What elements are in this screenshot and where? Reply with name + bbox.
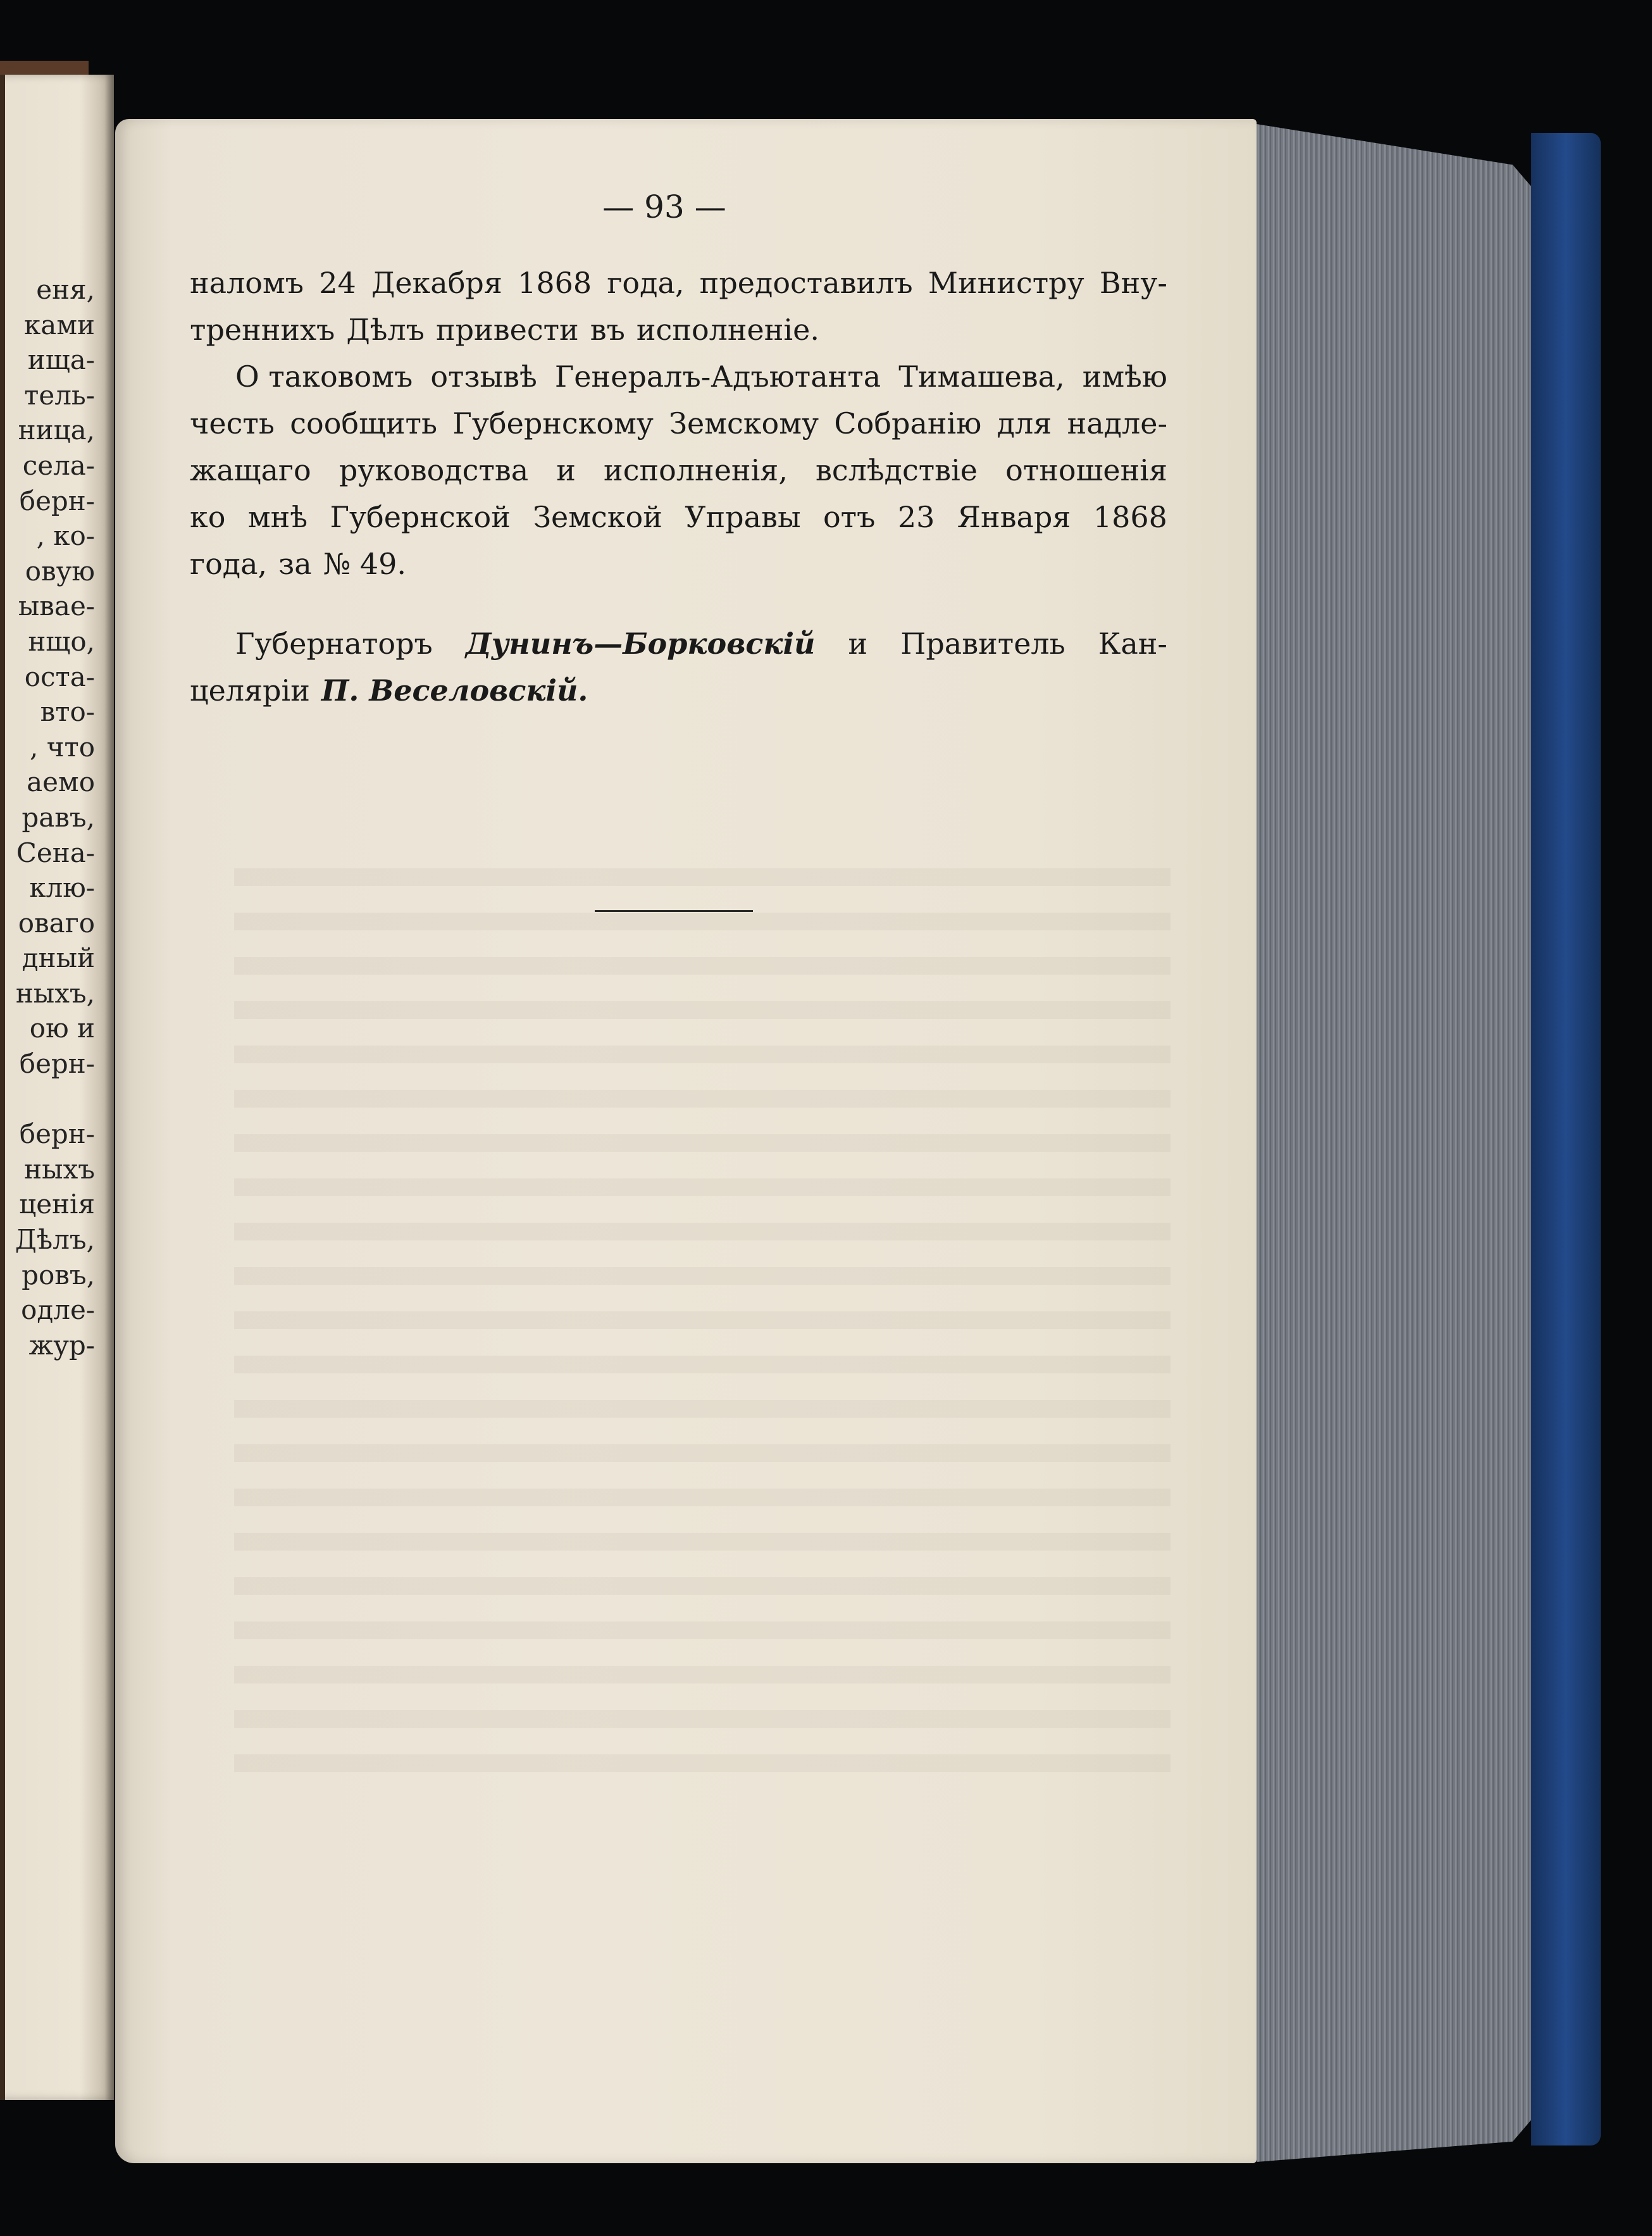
left-fragment — [0, 1082, 95, 1117]
word: Министру — [928, 266, 1084, 300]
left-fragment: еня, — [36, 274, 95, 305]
left-fragment: ками — [24, 309, 95, 340]
text-line — [190, 494, 1167, 540]
left-fragment: Сена- — [16, 837, 95, 868]
word: Тимашева, — [898, 359, 1065, 394]
secretary-name: П. Веселовскій. — [321, 673, 588, 708]
word: О таковомъ — [235, 359, 413, 394]
ruler-title: Правитель — [900, 627, 1065, 661]
left-fragment: аемо — [27, 766, 95, 798]
word: и — [556, 453, 576, 487]
book-cover — [1531, 133, 1601, 2145]
left-fragment: нщо, — [28, 625, 95, 657]
word: 23 — [897, 500, 935, 534]
word: за — [278, 547, 312, 581]
word: Вну- — [1099, 266, 1167, 300]
word: 24 — [319, 266, 356, 300]
word: вслѣдствіе — [816, 453, 978, 487]
word: для — [997, 406, 1052, 440]
word: Управы — [685, 500, 801, 534]
left-fragment: дный — [22, 942, 95, 974]
left-fragment: тель- — [24, 379, 95, 411]
chancellery-word-start: Кан- — [1098, 627, 1167, 661]
word: надле- — [1067, 406, 1167, 440]
word: отношенія — [1005, 453, 1167, 487]
word: года, — [190, 547, 268, 581]
left-fragment: ища- — [27, 344, 95, 376]
word: жащаго — [190, 453, 311, 487]
word: года, — [607, 266, 685, 300]
word: предоставилъ — [699, 266, 913, 300]
word: Земской — [533, 500, 662, 534]
text-line — [190, 306, 1167, 353]
page-number: — 93 — — [602, 189, 726, 225]
text-line — [190, 353, 1167, 400]
left-fragment: вто- — [40, 696, 95, 728]
signature-line-2 — [190, 667, 1167, 714]
conjunction: и — [848, 627, 868, 661]
governor-title: Губернаторъ — [235, 627, 433, 661]
word: исполненіе. — [636, 313, 819, 347]
word: отзывѣ — [430, 359, 537, 394]
word: ко — [190, 500, 226, 534]
word: Декабря — [371, 266, 502, 300]
left-fragment: берн- — [19, 1118, 95, 1150]
signature-block — [190, 620, 1167, 714]
word: имѣю — [1082, 359, 1167, 394]
left-fragment: оваго — [18, 907, 95, 939]
left-fragment: ровъ, — [22, 1259, 95, 1290]
word: сообщить — [290, 406, 438, 440]
word: Собранію — [834, 406, 982, 440]
text-line — [190, 259, 1167, 306]
left-fragment: клю- — [29, 872, 95, 904]
left-page-text-fragments — [0, 272, 95, 1363]
word: Января — [957, 500, 1071, 534]
left-fragment: ою и — [29, 1013, 95, 1044]
left-fragment: жур- — [28, 1329, 95, 1361]
left-fragment: ценія — [19, 1189, 95, 1220]
left-fragment: одле- — [21, 1294, 95, 1326]
word: исполненія, — [604, 453, 788, 487]
text-line — [190, 400, 1167, 447]
page-body — [190, 259, 1167, 714]
text-line — [190, 540, 1167, 587]
word: мнѣ — [247, 500, 308, 534]
word: привести — [435, 313, 579, 347]
left-fragment: , ко- — [36, 520, 95, 552]
left-fragment: Дѣлъ, — [15, 1224, 95, 1256]
left-fragment: ывае- — [18, 590, 95, 622]
left-fragment: села- — [22, 449, 95, 481]
word: треннихъ — [190, 313, 335, 347]
word: Дѣлъ — [346, 313, 425, 347]
text-line — [190, 447, 1167, 494]
closing-rule — [595, 910, 753, 912]
signature-line-1 — [190, 620, 1167, 667]
word: руководства — [338, 453, 529, 487]
left-fragment: , что — [30, 731, 95, 763]
chancellery-word-end: целяріи — [190, 673, 310, 708]
word: отъ — [823, 500, 876, 534]
word: № 49. — [323, 547, 406, 581]
bleed-through-text — [234, 848, 1171, 1797]
left-fragment: равъ, — [22, 801, 95, 833]
word: наломъ — [190, 266, 304, 300]
left-fragment: берн- — [19, 485, 95, 516]
word: Губернской — [330, 500, 511, 534]
page-stack-edges — [1257, 124, 1548, 2162]
word: 1868 — [518, 266, 592, 300]
left-fragment: ница, — [18, 415, 95, 446]
left-fragment: берн- — [19, 1048, 95, 1080]
word: честь — [190, 406, 275, 440]
word: въ — [590, 313, 625, 347]
left-fragment: ныхъ — [24, 1153, 95, 1185]
word: Земскому — [669, 406, 819, 440]
word: 1868 — [1093, 500, 1167, 534]
governor-name: Дунинъ—Борковскій — [465, 627, 816, 661]
left-fragment: ныхъ, — [15, 977, 95, 1009]
paragraph-1 — [190, 259, 1167, 353]
left-fragment: оста- — [24, 661, 95, 692]
left-fragment: овую — [25, 555, 95, 587]
paragraph-2 — [190, 353, 1167, 587]
word: Губернскому — [452, 406, 654, 440]
word: Генералъ-Адъютанта — [554, 359, 881, 394]
